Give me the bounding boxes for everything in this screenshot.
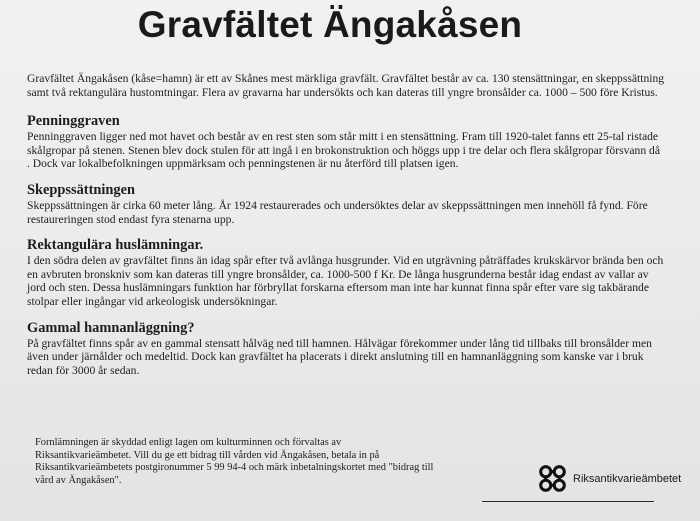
section-huslamningar xyxy=(27,237,665,308)
riksantikvarieambetet-logo xyxy=(538,464,681,493)
footer-divider xyxy=(482,501,654,502)
footer-notice: Fornlämningen är skyddad enligt lagen om kulturminnen och förvaltas av Riksantikvarieämbetet. Vill du ge ett bidrag till vården vid Ängakåsen, betala in på Riksantikvarieämbetets postgironummer 5 99 94-4 och märk inbetalningskortet med "bidrag till vård av Ängakåsen". xyxy=(35,437,434,486)
section-heading: Gammal hamnanläggning? xyxy=(27,319,195,336)
logo-text: Riksantikvarieämbetet xyxy=(573,472,682,485)
section-penninggraven xyxy=(27,113,665,171)
section-heading: Skeppssättningen xyxy=(27,181,135,198)
section-skeppssattningen xyxy=(27,182,665,226)
section-text: Skeppssättningen är cirka 60 meter lång. År 1924 restaurerades och undersöktes delar av skeppssättningen men innehöll få fynd. Före restaureringen stod endast fyra stenarna upp. xyxy=(27,198,648,226)
sign-content xyxy=(27,72,665,388)
sign-title: Gravfältet Ängakåsen xyxy=(137,4,523,45)
section-heading: Rektangulära huslämningar. xyxy=(27,237,204,254)
section-heading: Penninggraven xyxy=(27,113,120,130)
section-text: Penninggraven ligger ned mot havet och består av en rest sten som står mitt i en stensättning. Fram till 1920-talet fanns ett 25-tal ristade skålgropar på stenen. Stenen blev dock stulen för att ingå i en brokonstruktion och höggs upp i tre delar och flera skålgropar försvann då . Dock var lokalbefolkningen uppmärksam och penningstenen är nu återförd till platsen igen. xyxy=(27,130,660,171)
section-text: På gravfältet finns spår av en gammal stensatt hålväg ned till hamnen. Hålvägar förekommer under lång tid tillbaks till bronsålder men även under järnålder och medeltid. Dock kan gravfältet ha placerats i direkt anslutning till en hamnanläggning som kanske var i bruk redan för 3000 år sedan. xyxy=(27,336,652,377)
section-hamnanlaggning xyxy=(27,320,665,378)
section-text: I den södra delen av gravfältet finns än idag spår efter två avlånga husgrunder. Vid en utgrävning påträffades krukskärvor brända ben och en avbruten bronskniv som kan dateras till yngre bronsålder, ca. 1000-500 f Kr. De långa husgrunderna består idag endast av vallar av jord och sten. Dessa huslämningars funktion har förbryllat forskarna eftersom man inte har kunnat finna spår efter vare sig takbärande stolpar eller ingångar vid arkeologisk undersökningar. xyxy=(27,254,664,308)
intro-paragraph: Gravfältet Ängakåsen (kåse=hamn) är ett av Skånes mest märkliga gravfält. Gravfältet består av ca. 130 stensättningar, en skeppssättning samt två rektangulära hustomtningar. Flera av gravarna har undersökts och kan dateras till yngre bronsålder ca. 1000 – 500 före Kristus. xyxy=(27,72,665,99)
riksantikvarieambetet-knot-icon xyxy=(538,464,567,493)
